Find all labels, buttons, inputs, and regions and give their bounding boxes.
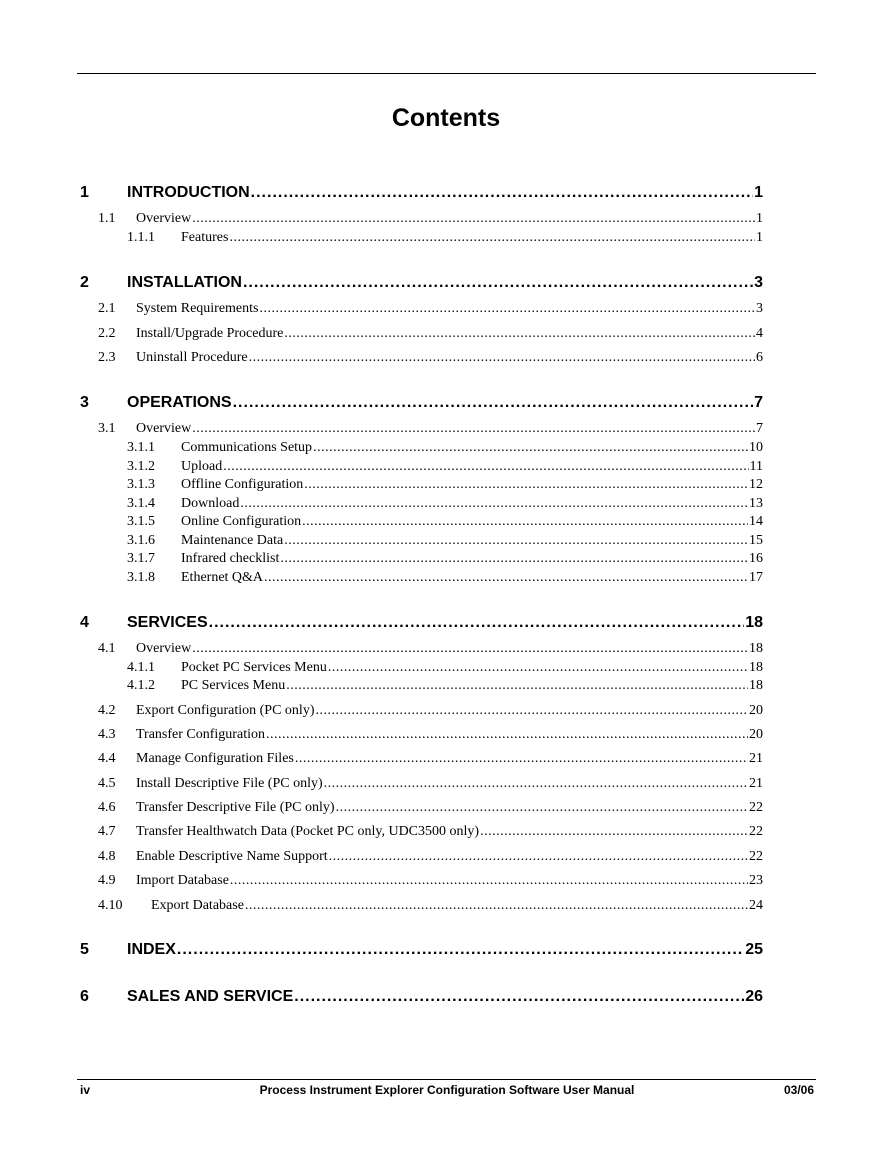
toc-entry-number: 4.1.1 (127, 660, 155, 675)
toc-dot-leader (249, 349, 755, 367)
toc-entry-page: 21 (749, 776, 763, 791)
toc-section-row[interactable] (80, 726, 763, 744)
toc-entry-page: 22 (749, 800, 763, 815)
toc-dot-leader (177, 939, 744, 961)
toc-dot-leader (329, 848, 748, 866)
toc-entry-title: Infrared checklist (181, 551, 280, 566)
toc-entry-page: 18 (749, 678, 763, 693)
toc-entry-title: Ethernet Q&A (181, 570, 264, 585)
toc-entry-page: 25 (745, 941, 763, 958)
toc-chapter-row[interactable] (80, 612, 763, 634)
footer-date: 03/06 (783, 1083, 814, 1097)
toc-entry-page: 13 (749, 496, 763, 511)
toc-entry-title: Upload (181, 459, 223, 474)
toc-entry-title: INTRODUCTION (127, 184, 250, 201)
toc-entry-title: Features (181, 230, 229, 245)
toc-dot-leader (304, 476, 748, 494)
toc-subsection-row[interactable] (80, 513, 763, 531)
toc-entry-page: 4 (756, 326, 763, 341)
toc-section-row[interactable] (80, 349, 763, 367)
toc-dot-leader (294, 986, 744, 1008)
toc-entry-page: 26 (745, 988, 763, 1005)
toc-entry-number: 3.1.8 (127, 570, 155, 585)
toc-entry-page: 15 (749, 533, 763, 548)
toc-section-row[interactable] (80, 848, 763, 866)
toc-entry-page: 7 (756, 421, 763, 436)
toc-dot-leader (284, 532, 748, 550)
toc-entry-title: Pocket PC Services Menu (181, 660, 327, 675)
toc-subsection-row[interactable] (80, 458, 763, 476)
toc-entry-title: Offline Configuration (181, 477, 304, 492)
toc-chapter-row[interactable] (80, 392, 763, 414)
toc-entry-page: 24 (749, 898, 763, 913)
toc-entry-number: 4.4 (98, 751, 116, 766)
toc-chapter-row[interactable] (80, 182, 763, 204)
toc-entry-page: 23 (749, 873, 763, 888)
toc-entry-title: Transfer Healthwatch Data (Pocket PC only, UDC3500 only) (136, 824, 480, 839)
toc-dot-leader (313, 439, 748, 457)
toc-entry-page: 1 (756, 211, 763, 226)
toc-entry-title: Overview (136, 641, 192, 656)
toc-dot-leader (240, 495, 748, 513)
toc-entry-number: 4.1 (98, 641, 116, 656)
toc-section-row[interactable] (80, 799, 763, 817)
toc-entry-number: 4.8 (98, 849, 116, 864)
toc-section-row[interactable] (80, 702, 763, 720)
toc-entry-number: 3.1.3 (127, 477, 155, 492)
toc-entry-number: 3.1.4 (127, 496, 155, 511)
toc-dot-leader (233, 392, 753, 414)
toc-entry-number: 2 (80, 274, 89, 291)
toc-dot-leader (230, 872, 748, 890)
toc-chapter-row[interactable] (80, 939, 763, 961)
toc-dot-leader (480, 823, 748, 841)
toc-section-row[interactable] (80, 325, 763, 343)
toc-entry-title: Export Database (151, 898, 244, 913)
toc-section-row[interactable] (80, 775, 763, 793)
toc-entry-number: 4.5 (98, 776, 116, 791)
toc-entry-title: Install Descriptive File (PC only) (136, 776, 323, 791)
footer-manual-title: Process Instrument Explorer Configuration Software User Manual (259, 1083, 635, 1097)
toc-chapter-row[interactable] (80, 986, 763, 1008)
toc-entry-title: Download (181, 496, 240, 511)
toc-entry-number: 4.1.2 (127, 678, 155, 693)
footer-page-number: iv (80, 1083, 91, 1097)
toc-entry-title: Export Configuration (PC only) (136, 703, 315, 718)
toc-entry-page: 10 (749, 440, 763, 455)
toc-entry-number: 1.1.1 (127, 230, 155, 245)
toc-dot-leader (324, 775, 748, 793)
toc-dot-leader (284, 325, 755, 343)
toc-subsection-row[interactable] (80, 439, 763, 457)
toc-entry-page: 18 (749, 641, 763, 656)
toc-entry-page: 3 (756, 301, 763, 316)
toc-dot-leader (328, 659, 748, 677)
toc-subsection-row[interactable] (80, 532, 763, 550)
toc-dot-leader (245, 897, 748, 915)
toc-entry-page: 16 (749, 551, 763, 566)
toc-entry-number: 2.1 (98, 301, 116, 316)
toc-entry-number: 3.1.7 (127, 551, 155, 566)
toc-entry-number: 3.1.6 (127, 533, 155, 548)
toc-entry-page: 17 (749, 570, 763, 585)
toc-entry-number: 5 (80, 941, 89, 958)
toc-entry-page: 21 (749, 751, 763, 766)
toc-entry-title: Enable Descriptive Name Support (136, 849, 328, 864)
toc-entry-title: Overview (136, 211, 192, 226)
toc-subsection-row[interactable] (80, 495, 763, 513)
toc-dot-leader (302, 513, 748, 531)
toc-entry-number: 3.1.5 (127, 514, 155, 529)
toc-entry-title: Transfer Descriptive File (PC only) (136, 800, 335, 815)
toc-entry-number: 3 (80, 394, 89, 411)
footer-rule (77, 1079, 816, 1080)
toc-entry-title: Transfer Configuration (136, 727, 265, 742)
toc-entry-page: 20 (749, 703, 763, 718)
toc-entry-title: SERVICES (127, 614, 208, 631)
toc-dot-leader (192, 640, 748, 658)
toc-entry-page: 12 (749, 477, 763, 492)
toc-entry-title: INSTALLATION (127, 274, 242, 291)
toc-dot-leader (266, 726, 748, 744)
toc-entry-number: 1 (80, 184, 89, 201)
toc-entry-number: 3.1 (98, 421, 116, 436)
toc-entry-page: 11 (749, 459, 763, 474)
toc-entry-title: PC Services Menu (181, 678, 286, 693)
toc-dot-leader (229, 229, 755, 247)
toc-dot-leader (243, 272, 753, 294)
toc-subsection-row[interactable] (80, 659, 763, 677)
toc-entry-title: Manage Configuration Files (136, 751, 294, 766)
toc-entry-page: 1 (756, 230, 763, 245)
toc-entry-title: Install/Upgrade Procedure (136, 326, 284, 341)
toc-entry-number: 4.6 (98, 800, 116, 815)
toc-dot-leader (223, 458, 748, 476)
toc-entry-number: 2.2 (98, 326, 116, 341)
toc-chapter-row[interactable] (80, 272, 763, 294)
toc-section-row[interactable] (80, 750, 763, 768)
toc-section-row[interactable] (80, 300, 763, 318)
toc-section-row[interactable] (80, 210, 763, 228)
toc-entry-title: Maintenance Data (181, 533, 284, 548)
toc-entry-number: 4.7 (98, 824, 116, 839)
toc-subsection-row[interactable] (80, 677, 763, 695)
toc-subsection-row[interactable] (80, 229, 763, 247)
toc-entry-page: 6 (756, 350, 763, 365)
toc-dot-leader (192, 210, 755, 228)
toc-entry-page: 20 (749, 727, 763, 742)
toc-entry-title: Online Configuration (181, 514, 302, 529)
toc-dot-leader (251, 182, 753, 204)
toc-entry-title: OPERATIONS (127, 394, 232, 411)
toc-dot-leader (264, 569, 748, 587)
toc-entry-number: 1.1 (98, 211, 116, 226)
toc-entry-page: 7 (754, 394, 763, 411)
toc-entry-title: SALES AND SERVICE (127, 988, 294, 1005)
page-title: Contents (391, 104, 501, 132)
toc-dot-leader (316, 702, 749, 720)
toc-entry-page: 18 (749, 660, 763, 675)
toc-entry-page: 22 (749, 824, 763, 839)
toc-entry-number: 4.3 (98, 727, 116, 742)
toc-entry-title: Communications Setup (181, 440, 313, 455)
toc-entry-title: Import Database (136, 873, 229, 888)
toc-entry-number: 6 (80, 988, 89, 1005)
toc-section-row[interactable] (80, 640, 763, 658)
toc-dot-leader (260, 300, 756, 318)
toc-entry-page: 3 (754, 274, 763, 291)
toc-entry-page: 14 (749, 514, 763, 529)
toc-subsection-row[interactable] (80, 569, 763, 587)
toc-entry-number: 3.1.1 (127, 440, 155, 455)
table-of-contents (80, 0, 763, 1155)
toc-entry-page: 22 (749, 849, 763, 864)
toc-entry-number: 3.1.2 (127, 459, 155, 474)
toc-section-row[interactable] (80, 420, 763, 438)
toc-entry-number: 4.2 (98, 703, 116, 718)
toc-subsection-row[interactable] (80, 476, 763, 494)
toc-dot-leader (286, 677, 748, 695)
toc-subsection-row[interactable] (80, 550, 763, 568)
toc-section-row[interactable] (80, 872, 763, 890)
toc-entry-title: System Requirements (136, 301, 259, 316)
toc-dot-leader (336, 799, 748, 817)
toc-section-row[interactable] (80, 823, 763, 841)
toc-entry-number: 4 (80, 614, 89, 631)
toc-entry-title: Uninstall Procedure (136, 350, 248, 365)
toc-entry-title: INDEX (127, 941, 176, 958)
toc-entry-page: 1 (754, 184, 763, 201)
toc-dot-leader (192, 420, 755, 438)
toc-section-row[interactable] (80, 897, 763, 915)
toc-dot-leader (209, 612, 745, 634)
toc-entry-number: 4.10 (98, 898, 123, 913)
toc-dot-leader (295, 750, 748, 768)
toc-entry-number: 2.3 (98, 350, 116, 365)
toc-entry-title: Overview (136, 421, 192, 436)
toc-entry-number: 4.9 (98, 873, 116, 888)
toc-dot-leader (280, 550, 748, 568)
toc-entry-page: 18 (745, 614, 763, 631)
